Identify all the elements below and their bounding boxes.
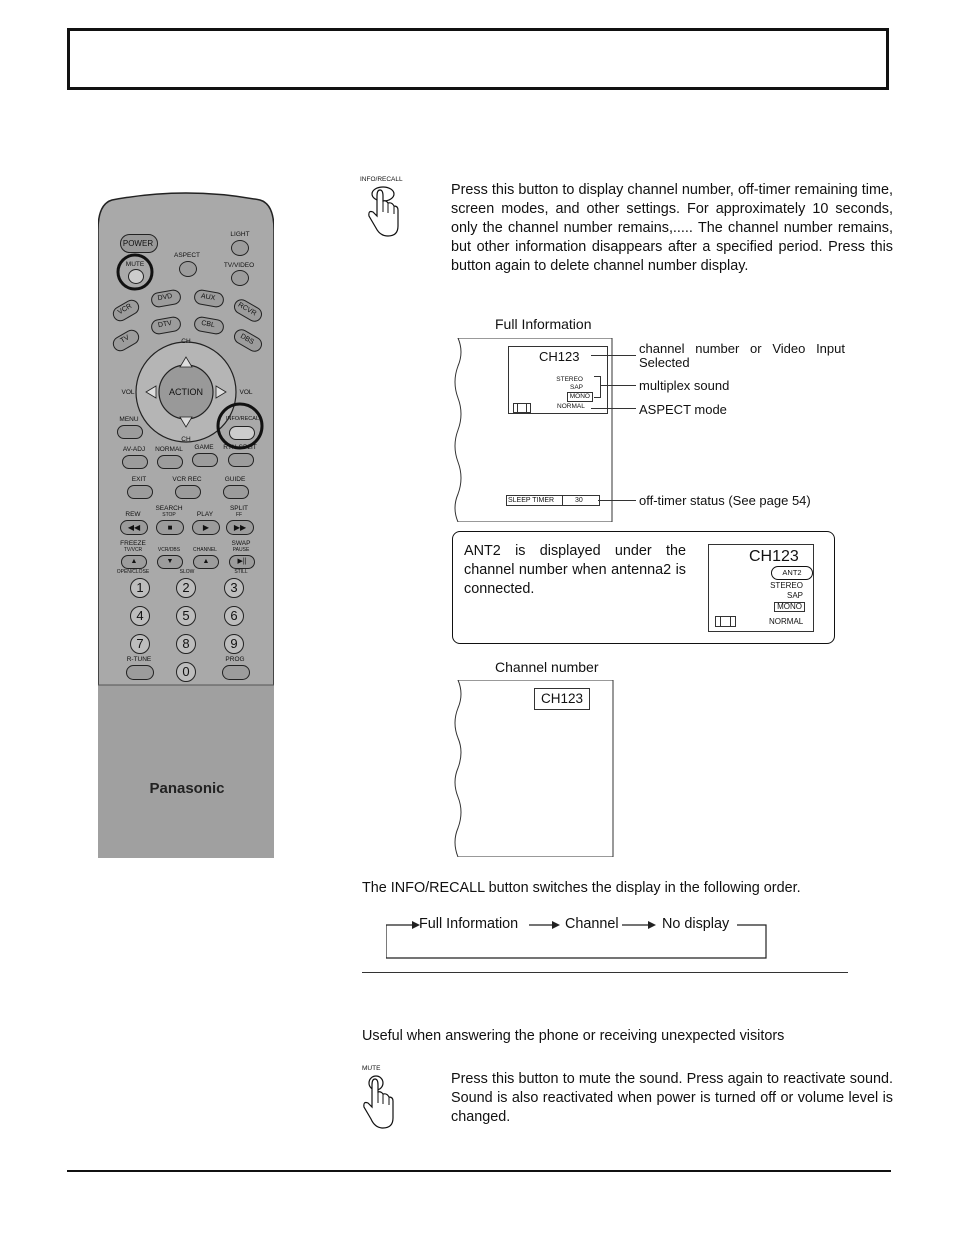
tv-vcr-label: TV/VCR [123, 547, 143, 553]
channel-number-heading: Channel number [495, 659, 599, 675]
brand-logo: Panasonic [149, 780, 225, 797]
sleep-timer-bar [506, 495, 600, 506]
digit-1-button[interactable]: 1 [130, 578, 150, 598]
hand-press-icon [362, 184, 406, 244]
ant2-osd-sap: SAP [786, 591, 803, 600]
ant2-osd-normal: NORMAL [769, 617, 804, 626]
power-label: POWER [122, 239, 154, 248]
stop-label: STOP [162, 512, 176, 518]
av-adj-button[interactable] [122, 455, 148, 469]
r-tune-button[interactable] [126, 665, 154, 680]
prog-label: PROG [225, 656, 245, 663]
dvd-label: DVD [157, 292, 173, 303]
mute-label: MUTE [125, 261, 145, 268]
channel-only-screen [452, 680, 614, 857]
info-recall-description: Press this button to display channel number, off-timer remaining time, screen modes, and other settings. For approximately 10 seconds, only the channel number remains,..... The channel number remains, but other information disappears after a specified period. Press this button again to delete channel number display. [451, 182, 893, 274]
play-label: PLAY [196, 511, 214, 518]
mute-button-illustration [362, 1065, 412, 1137]
order-step-full-info: Full Information [419, 916, 519, 932]
dbs-label: DBS [239, 332, 255, 347]
page-title-frame [67, 28, 889, 90]
digit-5-button[interactable]: 5 [176, 606, 196, 626]
full-info-screen [452, 338, 613, 522]
game-button[interactable] [192, 453, 218, 467]
order-flow [386, 914, 768, 960]
exit-label: EXIT [131, 476, 147, 483]
dtv-label: DTV [157, 319, 173, 330]
aspect-label: ASPECT [173, 252, 200, 259]
digit-3-button[interactable]: 3 [224, 578, 244, 598]
ant2-note-box [452, 531, 835, 644]
mute-icon-label: MUTE [362, 1065, 381, 1072]
channel-label: CHANNEL [193, 547, 217, 553]
rtn-split-label: RTN-SPLIT [223, 444, 257, 451]
digit-2-button[interactable]: 2 [176, 578, 196, 598]
vol-right-label: VOL [239, 389, 253, 396]
play-button[interactable]: ▶ [192, 520, 220, 535]
ch-down-label: CH [181, 436, 191, 443]
osd-stereo: STEREO [556, 376, 583, 383]
osd-sap: SAP [569, 384, 583, 391]
ant2-osd [708, 544, 814, 632]
normal-button[interactable] [157, 455, 183, 469]
digit-4-button[interactable]: 4 [130, 606, 150, 626]
vcr-rec-button[interactable] [175, 485, 201, 499]
guide-label: GUIDE [224, 476, 246, 483]
sleep-timer-label: SLEEP TIMER [508, 497, 555, 504]
digit-7-button[interactable]: 7 [130, 634, 150, 654]
vcr-rec-label: VCR REC [172, 476, 202, 483]
rcvr-label: RCVR [236, 301, 258, 318]
channel-button[interactable]: ▲ [193, 555, 219, 569]
ch-up-label: CH [181, 338, 191, 345]
ant2-osd-stereo: STEREO [770, 581, 803, 590]
aspect-button[interactable] [179, 261, 197, 277]
open-close-label: OPEN/CLOSE [116, 569, 150, 575]
callout-aspect: ASPECT mode [639, 402, 727, 417]
aux-label: AUX [200, 292, 216, 303]
digit-0-button[interactable]: 0 [176, 662, 196, 682]
callout-offtimer: off-timer status (See page 54) [639, 493, 811, 508]
mute-description: Press this button to mute the sound. Press again to reactivate sound. Sound is also reactivated when power is turned off or volume level is changed. [451, 1071, 893, 1125]
action-button[interactable]: ACTION [168, 387, 203, 397]
game-label: GAME [194, 444, 214, 451]
order-step-channel: Channel [565, 916, 619, 932]
digit-6-button[interactable]: 6 [224, 606, 244, 626]
callout-bracket-multiplex [594, 376, 601, 398]
info-recall-icon-label: INFO/RECALL [360, 176, 403, 183]
callout-line-multiplex [600, 385, 636, 386]
exit-button[interactable] [127, 485, 153, 499]
tv-video-button[interactable] [231, 270, 249, 286]
pause-button[interactable]: ▶|| [229, 555, 255, 569]
vcr-label: VCR [116, 302, 134, 317]
split-label: SPLIT [229, 505, 249, 512]
info-recall-button-illustration [360, 176, 410, 244]
ant2-osd-ant: ANT2 [771, 566, 813, 580]
search-label: SEARCH [155, 505, 183, 512]
av-adj-label: AV-ADJ [122, 446, 146, 453]
order-step-no-display: No display [662, 916, 730, 932]
r-tune-label: R-TUNE [126, 656, 152, 663]
order-description: The INFO/RECALL button switches the display in the following order. [362, 880, 801, 896]
rew-button[interactable]: ◀◀ [120, 520, 148, 535]
menu-button[interactable] [117, 425, 143, 439]
ant2-aspect-icon [715, 616, 736, 627]
osd-channel: CH123 [539, 349, 580, 364]
prog-button[interactable] [222, 665, 250, 680]
rew-label: REW [125, 511, 141, 518]
mute-button[interactable] [128, 269, 144, 284]
vcr-dbs-button[interactable]: ▼ [157, 555, 183, 569]
digit-8-button[interactable]: 8 [176, 634, 196, 654]
section-divider [362, 972, 848, 973]
eject-button[interactable]: ▲ [121, 555, 147, 569]
vcr-dbs-label: VCR/DBS [157, 547, 181, 553]
ff-label: FF [235, 512, 243, 518]
slow-label: SLOW [179, 569, 195, 575]
osd-normal: NORMAL [557, 403, 585, 410]
remote-control [98, 190, 274, 858]
vol-left-label: VOL [121, 389, 135, 396]
stop-button[interactable]: ■ [156, 520, 184, 535]
page-bottom-rule [67, 1170, 891, 1172]
callout-channel: channel number or Video Input Selected [639, 341, 845, 370]
hand-press-mute-icon [362, 1073, 406, 1135]
full-info-heading: Full Information [495, 316, 592, 332]
swap-label: SWAP [231, 540, 251, 547]
ant2-osd-mono: MONO [774, 602, 805, 612]
normal-label: NORMAL [155, 446, 183, 453]
sleep-timer-value: 30 [575, 497, 583, 504]
light-label: LIGHT [230, 231, 250, 238]
ant2-osd-channel: CH123 [749, 548, 799, 565]
ant2-note-text: ANT2 is displayed under the channel number when antenna2 is connected. [464, 543, 686, 597]
rtn-split-button[interactable] [228, 453, 254, 467]
pause-label: PAUSE [232, 547, 250, 553]
info-recall-label: INFO/RECALL [226, 416, 263, 422]
callout-line-channel [591, 355, 636, 356]
menu-label: MENU [119, 416, 139, 423]
aspect-icon [513, 403, 531, 413]
ff-button[interactable]: ▶▶ [226, 520, 254, 535]
guide-button[interactable] [223, 485, 249, 499]
tv-label: TV [119, 334, 131, 345]
callout-line-aspect [591, 408, 636, 409]
light-button[interactable] [231, 240, 249, 256]
still-label: STILL [234, 569, 248, 575]
freeze-label: FREEZE [120, 540, 146, 547]
callout-line-offtimer [598, 500, 636, 501]
callout-multiplex: multiplex sound [639, 378, 730, 393]
osd-mono: MONO [567, 392, 593, 402]
cbl-label: CBL [200, 319, 216, 330]
channel-only-osd: CH123 [534, 688, 590, 710]
digit-9-button[interactable]: 9 [224, 634, 244, 654]
tv-video-label: TV/VIDEO [223, 262, 255, 269]
info-recall-button[interactable] [229, 426, 255, 440]
full-info-osd [508, 346, 608, 414]
mute-intro: Useful when answering the phone or receiving unexpected visitors [362, 1028, 785, 1044]
